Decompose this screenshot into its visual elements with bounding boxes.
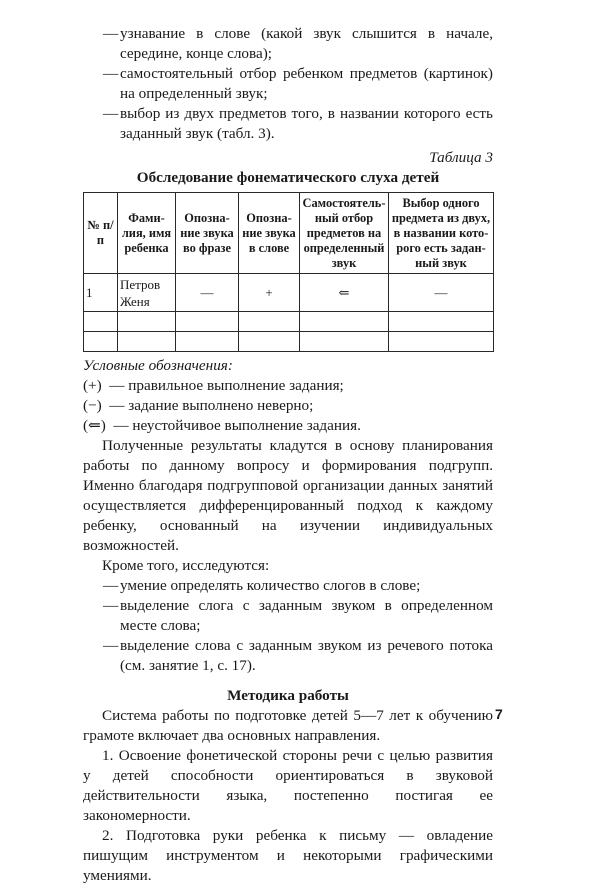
table-caption: Таблица 3	[429, 149, 493, 166]
dash-marker: —	[103, 637, 119, 654]
cell-selection: ⇐	[300, 274, 389, 312]
also-intro: Кроме того, исследуются:	[102, 557, 270, 574]
header-number: № п/п	[84, 193, 118, 274]
section-paragraph: 1. Освоение фонетической стороны речи с целью развития у детей способности ориентироваться в звуковой действительности языка, постепенно постигая ее закономерности.	[83, 747, 493, 824]
table-row	[84, 312, 494, 332]
cell	[239, 332, 300, 352]
page-number: 7	[495, 706, 503, 722]
section-heading: Методика работы	[227, 687, 349, 704]
cell-phrase: —	[176, 274, 239, 312]
cell	[300, 332, 389, 352]
cell-word: +	[239, 274, 300, 312]
page-content	[83, 24, 493, 886]
table-header-row	[84, 193, 494, 274]
list-item	[83, 24, 493, 64]
header-selection: Самостоятель-ный отбор предметов на определенный звук	[300, 193, 389, 274]
cell	[389, 312, 494, 332]
legend-item: (⇐) — неустойчивое выполнение задания.	[83, 417, 361, 434]
cell	[118, 312, 176, 332]
list-item	[83, 596, 493, 636]
list-item-text: выделение слога с заданным звуком в определенном месте слова;	[120, 597, 493, 634]
dash-marker: —	[103, 577, 119, 594]
list-item	[83, 576, 493, 596]
cell	[300, 312, 389, 332]
list-item-text: узнавание в слове (какой звук слышится в начале, середине, конце слова);	[120, 25, 493, 62]
results-paragraph: Полученные результаты кладутся в основу планирования работы по данному вопросу и формирования подгрупп. Именно благодаря подгрупповой организации данных занятий осуществляется дифференцированный подход к каждому ребенку, основанный на изучении индивидуальных возможностей.	[83, 437, 493, 554]
table-row	[84, 332, 494, 352]
legend-item: (+) — правильное выполнение задания;	[83, 377, 344, 394]
cell-choice: —	[389, 274, 494, 312]
cell	[176, 312, 239, 332]
list-item	[83, 636, 493, 676]
section-paragraph: 2. Подготовка руки ребенка к письму — овладение пишущим инструментом и некоторыми графическими умениями.	[83, 827, 493, 884]
list-item-text: самостоятельный отбор ребенком предметов (картинок) на определенный звук;	[120, 65, 493, 102]
list-item	[83, 104, 493, 144]
section-paragraph: Система работы по подготовке детей 5—7 лет к обучению грамоте включает два основных направления.	[83, 707, 493, 744]
dash-marker: —	[103, 65, 119, 82]
cell-number: 1	[84, 274, 118, 312]
cell	[239, 312, 300, 332]
table-title: Обследование фонематического слуха детей	[136, 169, 440, 186]
phonemic-hearing-table	[83, 192, 494, 352]
header-word: Опозна-ние звука в слове	[239, 193, 300, 274]
legend-title: Условные обозначения:	[83, 357, 233, 374]
legend-item: (−) — задание выполнено неверно;	[83, 397, 314, 414]
list-item-text: выделение слова с заданным звуком из речевого потока (см. занятие 1, с. 17).	[120, 637, 493, 674]
list-item-text: выбор из двух предметов того, в названии которого есть заданный звук (табл. 3).	[120, 105, 493, 142]
also-list	[83, 576, 493, 676]
cell-name: Петров Женя	[118, 274, 176, 312]
list-item	[83, 64, 493, 104]
dash-marker: —	[103, 597, 119, 614]
dash-marker: —	[103, 25, 119, 42]
header-name: Фами-лия, имя ребенка	[118, 193, 176, 274]
dash-marker: —	[103, 105, 119, 122]
intro-list	[83, 24, 493, 144]
table-row	[84, 274, 494, 312]
list-item-text: умение определять количество слогов в слове;	[120, 577, 421, 594]
header-phrase: Опозна-ние звука во фразе	[176, 193, 239, 274]
cell	[176, 332, 239, 352]
cell	[118, 332, 176, 352]
cell	[84, 332, 118, 352]
cell	[389, 332, 494, 352]
header-choice: Выбор одного предмета из двух, в названии кото-рого есть задан-ный звук	[389, 193, 494, 274]
cell	[84, 312, 118, 332]
